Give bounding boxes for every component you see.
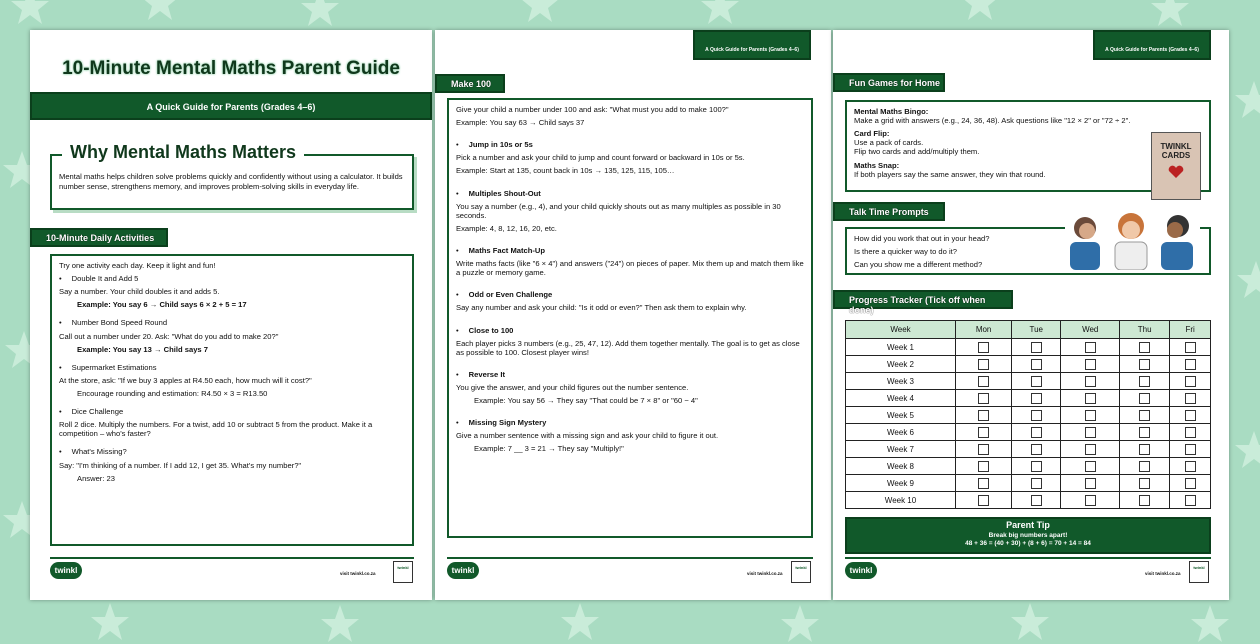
tick-checkbox[interactable]	[1139, 393, 1150, 404]
progress-tracker-table	[845, 320, 1211, 509]
tracker-cell	[1012, 407, 1061, 424]
tracker-cell	[956, 390, 1012, 407]
tick-checkbox[interactable]	[978, 444, 989, 455]
talk-prompt: Can you show me a different method?	[854, 260, 983, 270]
header-tag: A Quick Guide for Parents (Grades 4–6)	[1093, 30, 1211, 60]
tracker-cell	[1120, 373, 1170, 390]
activity-title: • Reverse It	[456, 370, 804, 379]
game-item	[854, 107, 1154, 125]
tick-checkbox[interactable]	[1085, 359, 1096, 370]
why-heading: Why Mental Maths Matters	[62, 143, 304, 163]
tracker-cell	[1170, 458, 1211, 475]
star-icon	[320, 604, 360, 644]
tracker-cell	[1012, 373, 1061, 390]
tick-checkbox[interactable]	[978, 393, 989, 404]
tracker-cell	[1170, 492, 1211, 509]
tracker-cell	[1061, 424, 1120, 441]
tick-checkbox[interactable]	[1085, 427, 1096, 438]
tip-line-1: Break big numbers apart!	[988, 532, 1068, 540]
tick-checkbox[interactable]	[1085, 342, 1096, 353]
tracker-cell	[1061, 356, 1120, 373]
activity-example: Answer: 23	[77, 473, 115, 483]
twinkl-logo: twinkl	[447, 562, 479, 579]
tracker-cell	[1061, 373, 1120, 390]
tracker-cell	[1120, 390, 1170, 407]
quality-badge: twinkl	[393, 561, 413, 583]
star-icon	[700, 0, 740, 26]
header-tag: A Quick Guide for Parents (Grades 4–6)	[693, 30, 811, 60]
tick-checkbox[interactable]	[1031, 410, 1042, 421]
star-icon	[1234, 430, 1260, 470]
week-label: Week 8	[846, 458, 956, 475]
star-icon	[780, 604, 820, 644]
tracker-cell	[1012, 492, 1061, 509]
tick-checkbox[interactable]	[1085, 478, 1096, 489]
week-label: Week 7	[846, 441, 956, 458]
tracker-column-header: Week	[846, 321, 956, 339]
tracker-column-header: Thu	[1120, 321, 1170, 339]
make-100-box	[447, 98, 813, 538]
tick-checkbox[interactable]	[1031, 444, 1042, 455]
tracker-cell	[1061, 458, 1120, 475]
tick-checkbox[interactable]	[1139, 427, 1150, 438]
tracker-cell	[1170, 390, 1211, 407]
activity-example: Example: You say 6 → Child says 6 × 2 + 5 = 17	[77, 300, 247, 310]
activity-title: • Dice Challenge	[59, 407, 405, 416]
activity-title: • Close to 100	[456, 326, 804, 335]
game-title: Mental Maths Bingo:	[854, 107, 929, 116]
tracker-cell	[1061, 492, 1120, 509]
tracker-cell	[1120, 407, 1170, 424]
tick-checkbox[interactable]	[1185, 444, 1196, 455]
intro-text: Give your child a number under 100 and ask: "What must you add to make 100?"	[456, 105, 729, 114]
tick-checkbox[interactable]	[1185, 342, 1196, 353]
tick-checkbox[interactable]	[1185, 359, 1196, 370]
game-title: Card Flip:	[854, 129, 890, 139]
tick-checkbox[interactable]	[1031, 478, 1042, 489]
tracker-column-header: Tue	[1012, 321, 1061, 339]
tick-checkbox[interactable]	[1185, 461, 1196, 472]
why-text: Mental maths helps children solve problems quickly and confidently without using a calculator. It builds number sense, strengthens memory, and improves problem-solving skills in everyday life.	[59, 172, 403, 191]
activity-title: • Number Bond Speed Round	[59, 318, 405, 327]
tracker-cell	[1012, 458, 1061, 475]
daily-activities-box	[50, 254, 414, 546]
tracker-cell	[1012, 475, 1061, 492]
activity-text: You give the answer, and your child figures out the number sentence.	[456, 382, 689, 392]
quality-badge: twinkl	[1189, 561, 1209, 583]
tick-checkbox[interactable]	[1139, 342, 1150, 353]
tracker-cell	[1170, 407, 1211, 424]
tip-line-2: 48 + 36 = (40 + 30) + (8 + 6) = 70 + 14 = 84	[965, 539, 1091, 547]
star-icon	[560, 602, 600, 642]
tracker-cell	[956, 458, 1012, 475]
tracker-cell	[956, 407, 1012, 424]
tracker-cell	[956, 339, 1012, 356]
heart-icon	[1168, 165, 1184, 179]
tick-checkbox[interactable]	[1185, 495, 1196, 506]
tracker-column-header: Wed	[1061, 321, 1120, 339]
tracker-cell	[1120, 458, 1170, 475]
activity-example: Example: You say 56 → They say "That could be 7 × 8" or "60 − 4"	[474, 396, 698, 406]
activity-text: Say any number and ask your child: "Is it odd or even?" Then ask them to explain why.	[456, 303, 747, 313]
subtitle-banner: A Quick Guide for Parents (Grades 4–6)	[30, 92, 432, 120]
tracker-row	[846, 458, 1211, 475]
page-3	[833, 30, 1229, 600]
footer-divider	[50, 557, 414, 559]
star-icon	[960, 0, 1000, 22]
tick-checkbox[interactable]	[1085, 410, 1096, 421]
footer-site: visit twinkl.co.za	[747, 571, 783, 576]
page-title: 10-Minute Mental Maths Parent Guide	[62, 58, 400, 79]
daily-intro: Try one activity each day. Keep it light and fun!	[59, 261, 216, 270]
tick-checkbox[interactable]	[1185, 376, 1196, 387]
game-title: Maths Snap:	[854, 160, 900, 170]
tracker-column-header: Fri	[1170, 321, 1211, 339]
activity-example: Encourage rounding and estimation: R4.50 × 3 = R13.50	[77, 388, 268, 398]
tracker-cell	[1170, 373, 1211, 390]
game-text: Make a grid with answers (e.g., 24, 36, 48). Ask questions like "12 × 2" or "72 ÷ 2".	[854, 116, 1131, 126]
twinkl-cards-illustration	[1151, 132, 1201, 200]
tracker-cell	[1120, 356, 1170, 373]
tick-checkbox[interactable]	[1031, 461, 1042, 472]
activity-text: Pick a number and ask your child to jump and count forward or backward in 10s or 5s.	[456, 153, 745, 163]
tick-checkbox[interactable]	[1139, 410, 1150, 421]
tick-checkbox[interactable]	[978, 359, 989, 370]
tracker-row	[846, 424, 1211, 441]
star-icon	[90, 602, 130, 642]
week-label: Week 1	[846, 339, 956, 356]
footer-divider	[447, 557, 813, 559]
tracker-cell	[1012, 441, 1061, 458]
tick-checkbox[interactable]	[1139, 495, 1150, 506]
tracker-cell	[1120, 424, 1170, 441]
tracker-cell	[956, 475, 1012, 492]
page-1	[30, 30, 432, 600]
star-icon	[300, 0, 340, 28]
tracker-cell	[1012, 390, 1061, 407]
footer-site: visit twinkl.co.za	[1145, 571, 1181, 576]
tracker-cell	[1120, 339, 1170, 356]
tick-checkbox[interactable]	[1185, 427, 1196, 438]
fun-games-tab: Fun Games for Home	[833, 73, 945, 92]
activity-text: Say: "I'm thinking of a number. If I add 12, I get 35. What's my number?"	[59, 460, 302, 470]
tick-checkbox[interactable]	[978, 410, 989, 421]
tick-checkbox[interactable]	[1031, 359, 1042, 370]
tracker-cell	[1170, 424, 1211, 441]
activity-text: Roll 2 dice. Multiply the numbers. For a twist, add 10 or subtract 5 from the product. Make it a competition – who's faster?	[59, 420, 373, 439]
week-label: Week 2	[846, 356, 956, 373]
tracker-row	[846, 475, 1211, 492]
week-label: Week 9	[846, 475, 956, 492]
activity-text: You say a number (e.g., 4), and your child quickly shouts out as many multiples as possible in 30 seconds.	[456, 201, 781, 220]
game-item	[854, 129, 1154, 156]
tracker-row	[846, 356, 1211, 373]
star-icon	[1236, 260, 1260, 300]
week-label: Week 3	[846, 373, 956, 390]
tick-checkbox[interactable]	[1085, 444, 1096, 455]
tick-checkbox[interactable]	[1085, 495, 1096, 506]
activity-title: • Supermarket Estimations	[59, 363, 405, 372]
footer-divider	[845, 557, 1211, 559]
tracker-cell	[1061, 441, 1120, 458]
tick-checkbox[interactable]	[1139, 359, 1150, 370]
tracker-cell	[1061, 475, 1120, 492]
tracker-cell	[1012, 339, 1061, 356]
activity-example: Example: Start at 135, count back in 10s → 135, 125, 115, 105…	[456, 166, 675, 176]
game-text: Use a pack of cards.	[854, 138, 924, 148]
tracker-row	[846, 492, 1211, 509]
footer-site: visit twinkl.co.za	[340, 571, 376, 576]
tracker-cell	[956, 373, 1012, 390]
star-icon	[520, 0, 560, 24]
activity-example: Example: You say 13 → Child says 7	[77, 344, 208, 354]
tick-checkbox[interactable]	[1139, 376, 1150, 387]
children-illustration	[1065, 210, 1200, 270]
tracker-cell	[1170, 475, 1211, 492]
tick-checkbox[interactable]	[1139, 478, 1150, 489]
activity-title: • Double It and Add 5	[59, 274, 405, 283]
progress-tracker-tab: Progress Tracker (Tick off when done)	[833, 290, 1013, 309]
tick-checkbox[interactable]	[978, 461, 989, 472]
star-icon	[1190, 604, 1230, 644]
tracker-cell	[1170, 339, 1211, 356]
tracker-cell	[1120, 441, 1170, 458]
tick-checkbox[interactable]	[978, 478, 989, 489]
activity-text: Give a number sentence with a missing sign and ask your child to figure it out.	[456, 431, 719, 441]
activity-text: Say a number. Your child doubles it and adds 5.	[59, 287, 220, 297]
parent-tip-box	[845, 517, 1211, 554]
tracker-cell	[956, 356, 1012, 373]
star-icon	[10, 0, 50, 26]
star-icon	[1010, 602, 1050, 642]
activity-text: Each player picks 3 numbers (e.g., 25, 47, 12). Add them together mentally. The goal is to get as close as possible to 100. Closest player wins!	[456, 338, 800, 357]
tick-checkbox[interactable]	[1185, 410, 1196, 421]
page-2	[435, 30, 831, 600]
twinkl-logo: twinkl	[845, 562, 877, 579]
tick-checkbox[interactable]	[1031, 342, 1042, 353]
daily-activities-tab: 10-Minute Daily Activities	[30, 228, 168, 247]
activity-title: • Odd or Even Challenge	[456, 290, 804, 299]
tracker-cell	[1012, 356, 1061, 373]
talk-time-tab: Talk Time Prompts	[833, 202, 945, 221]
tick-checkbox[interactable]	[978, 376, 989, 387]
tracker-cell	[1120, 475, 1170, 492]
star-icon	[1150, 0, 1190, 28]
tick-checkbox[interactable]	[1085, 461, 1096, 472]
activity-example: Example: 7 __ 3 = 21 → They say "Multiply!"	[474, 444, 624, 454]
week-label: Week 4	[846, 390, 956, 407]
cards-label-2: CARDS	[1161, 151, 1191, 160]
tracker-cell	[956, 441, 1012, 458]
activity-text: Write maths facts (like "6 × 4") and answers ("24") on pieces of paper. Mix them up and match them like a puzzle or memory game.	[456, 259, 804, 278]
activity-example: Example: 4, 8, 12, 16, 20, etc.	[456, 223, 557, 233]
tick-checkbox[interactable]	[1139, 461, 1150, 472]
make-100-tab: Make 100	[435, 74, 505, 93]
talk-prompt: Is there a quicker way to do it?	[854, 247, 957, 257]
star-icon	[1234, 80, 1260, 120]
tracker-cell	[1061, 407, 1120, 424]
tracker-row	[846, 407, 1211, 424]
activity-title: • Missing Sign Mystery	[456, 418, 804, 427]
tracker-cell	[1170, 356, 1211, 373]
activity-title: • Maths Fact Match-Up	[456, 246, 804, 255]
tracker-cell	[956, 424, 1012, 441]
tracker-cell	[1061, 339, 1120, 356]
tick-checkbox[interactable]	[1085, 376, 1096, 387]
tick-checkbox[interactable]	[1031, 393, 1042, 404]
twinkl-logo: twinkl	[50, 562, 82, 579]
tracker-cell	[1012, 424, 1061, 441]
activity-title: • Jump in 10s or 5s	[456, 140, 804, 149]
tick-checkbox[interactable]	[1031, 376, 1042, 387]
tick-checkbox[interactable]	[1185, 478, 1196, 489]
week-label: Week 5	[846, 407, 956, 424]
activity-text: At the store, ask: "If we buy 3 apples at R4.50 each, how much will it cost?"	[59, 375, 312, 385]
quality-badge: twinkl	[791, 561, 811, 583]
activity-text: Call out a number under 20. Ask: "What do you add to make 20?"	[59, 331, 279, 341]
talk-prompt: How did you work that out in your head?	[854, 234, 990, 243]
star-icon	[140, 0, 180, 22]
tick-checkbox[interactable]	[1085, 393, 1096, 404]
tick-checkbox[interactable]	[1031, 427, 1042, 438]
tracker-row	[846, 373, 1211, 390]
tracker-column-header: Mon	[956, 321, 1012, 339]
week-label: Week 6	[846, 424, 956, 441]
tracker-cell	[1120, 492, 1170, 509]
activity-title: • Multiples Shout-Out	[456, 189, 804, 198]
intro-example: Example: You say 63 → Child says 37	[456, 118, 585, 128]
tick-checkbox[interactable]	[1139, 444, 1150, 455]
activity-title: • What's Missing?	[59, 447, 405, 456]
tick-checkbox[interactable]	[978, 342, 989, 353]
tracker-cell	[956, 492, 1012, 509]
tracker-cell	[1061, 390, 1120, 407]
tick-checkbox[interactable]	[978, 495, 989, 506]
tip-title: Parent Tip	[1006, 520, 1050, 530]
cards-label-1: TWINKL	[1160, 142, 1192, 151]
tracker-row	[846, 390, 1211, 407]
game-item	[854, 161, 1154, 179]
tick-checkbox[interactable]	[978, 427, 989, 438]
game-text: If both players say the same answer, they win that round.	[854, 169, 1046, 179]
week-label: Week 10	[846, 492, 956, 509]
tracker-cell	[1170, 441, 1211, 458]
tracker-row	[846, 441, 1211, 458]
tracker-row	[846, 339, 1211, 356]
tick-checkbox[interactable]	[1185, 393, 1196, 404]
tick-checkbox[interactable]	[1031, 495, 1042, 506]
game-text: Flip two cards and add/multiply them.	[854, 147, 980, 157]
